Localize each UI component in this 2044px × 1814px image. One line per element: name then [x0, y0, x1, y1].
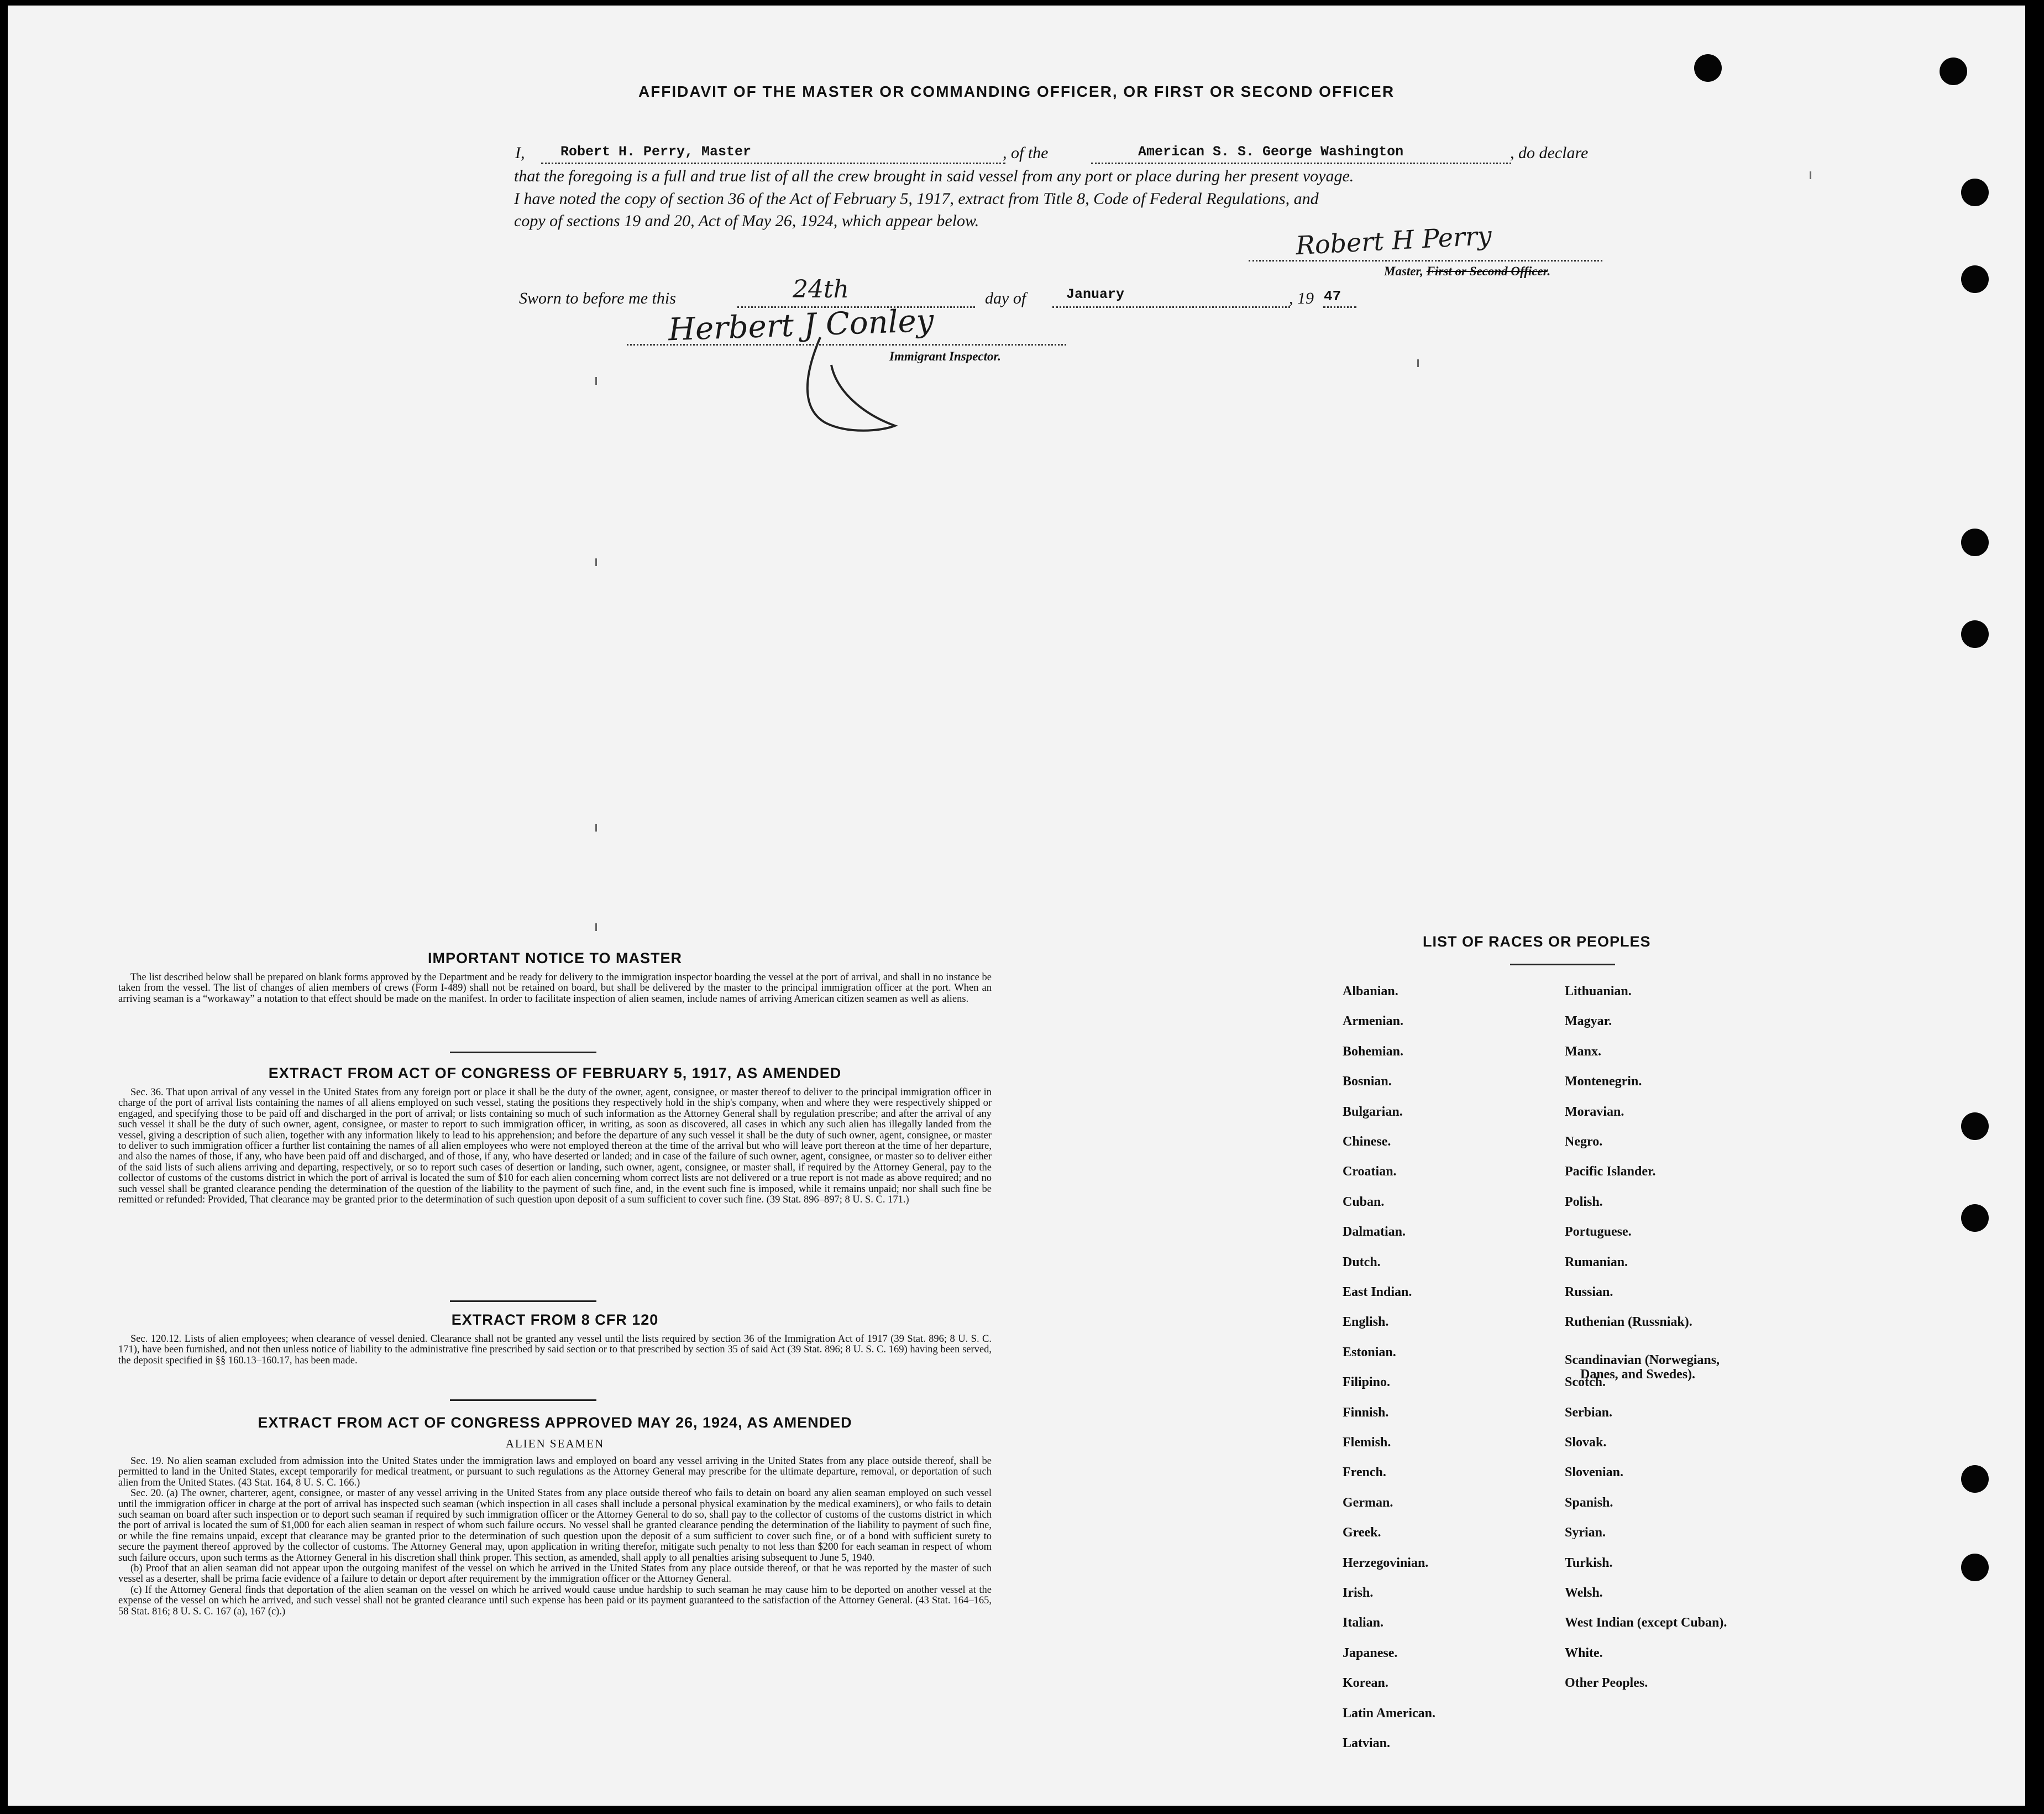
punch-mark	[595, 377, 597, 385]
binder-hole	[1694, 54, 1722, 82]
master-signature-line	[1249, 260, 1602, 262]
affidavit-line-2: that the foregoing is a full and true list of all the crew brought in said vessel from any port or place during her present voyage.	[514, 167, 1354, 185]
inspector-signature-line	[627, 344, 1066, 346]
notice-section	[118, 950, 992, 1005]
year-line	[1323, 306, 1356, 308]
race-item: Italian.	[1343, 1616, 1384, 1630]
master-name-value: Robert H. Perry, Master	[560, 144, 752, 160]
binder-hole	[1961, 1465, 1989, 1493]
binder-hole	[1961, 265, 1989, 293]
punch-mark	[595, 824, 597, 832]
sworn-month-line	[1052, 306, 1290, 308]
extract-1924-title: EXTRACT FROM ACT OF CONGRESS APPROVED MAY 26, 1924, AS AMENDED	[258, 1414, 852, 1431]
binder-hole	[1961, 1554, 1989, 1581]
extract-cfr-body: Sec. 120.12. Lists of alien employees; when clearance of vessel denied. Clearance shall not be granted any vessel until the lists required by section 36 of the Immigration Act of 1917 (39 Stat. 896; 8 U. S. C. 171), have been furnished, and not then unless notice of liability to the administrative fine prescribed by said section or to that prescribed by section 35 of said Act (39 Stat. 896; 8 U. S. C. 169) having been served, the deposit specified in §§ 160.13–160.17, has been made.	[118, 1334, 992, 1366]
race-item: Bohemian.	[1343, 1044, 1404, 1059]
race-item: Russian.	[1565, 1285, 1613, 1299]
sec-20b-body: (b) Proof that an alien seaman did not appear upon the outgoing manifest of the vessel on which he arrived in the United States from any place outside thereof, or that he was reported by the master of such vessel as a deserter, shall be prima facie evidence of a failure to detain or deport after requirement by the immigration officer or the Attorney General.	[118, 1563, 992, 1585]
race-item: English.	[1343, 1315, 1389, 1330]
race-item: Welsh.	[1565, 1586, 1603, 1600]
affidavit-line-4: copy of sections 19 and 20, Act of May 26, 1924, which appear below.	[514, 212, 979, 230]
vessel-name-value: American S. S. George Washington	[1138, 144, 1404, 160]
of-the-text: , of the	[1003, 144, 1049, 162]
race-item: Korean.	[1343, 1676, 1388, 1691]
extract-1924-subtitle: ALIEN SEAMEN	[505, 1437, 605, 1450]
divider	[450, 1300, 596, 1302]
race-item: Armenian.	[1343, 1014, 1403, 1029]
notice-body: The list described below shall be prepared on blank forms approved by the Department and be ready for delivery to the immigration inspector boarding the vessel at the port of arrival, and shall in no instance be taken from the vessel. The list of changes of alien members of crews (Form I-489) shall not be retained on board, but shall be delivered by the master to the principal immigration officer at the port. When an arriving seaman is a “workaway” a notation to that effect should be made on the manifest. In order to facilitate inspection of alien seamen, include names of arriving American citizen seamen as well as aliens.	[118, 972, 992, 1005]
race-item: Serbian.	[1565, 1405, 1613, 1420]
binder-hole	[1940, 57, 1967, 85]
race-item: Manx.	[1565, 1044, 1601, 1059]
race-item: Dalmatian.	[1343, 1225, 1406, 1240]
master-caption-struck: First or Second Officer	[1426, 264, 1548, 278]
year-prefix: , 19	[1289, 289, 1314, 307]
divider	[450, 1399, 596, 1401]
races-divider	[1510, 964, 1615, 965]
race-item: Chinese.	[1343, 1135, 1391, 1149]
binder-hole	[1961, 529, 1989, 556]
sec-19-body: Sec. 19. No alien seaman excluded from admission into the United States under the immigration laws and employed on board any vessel arriving in the United States from any place outside thereof, shall be permitted to land in the United States, except temporarily for medical treatment, or pursuant to such regulations as the Attorney General may prescribe for the ultimate departure, removal, or deportation of such alien from the United States. (43 Stat. 164, 8 U. S. C. 166.)	[118, 1456, 992, 1488]
race-item: Danes, and Swedes).	[1580, 1367, 1696, 1382]
sworn-text: Sworn to before me this	[519, 289, 676, 307]
race-item: Other Peoples.	[1565, 1676, 1648, 1691]
race-item: Scotch.	[1565, 1375, 1606, 1390]
race-item: Portuguese.	[1565, 1225, 1632, 1240]
race-item: Irish.	[1343, 1586, 1374, 1600]
race-item: German.	[1343, 1495, 1393, 1510]
binder-hole	[1961, 179, 1989, 206]
race-item: Japanese.	[1343, 1645, 1398, 1660]
extract-cfr-section	[118, 1311, 992, 1366]
race-item: Slovak.	[1565, 1435, 1607, 1450]
race-item: Bosnian.	[1343, 1074, 1392, 1089]
sworn-day-value: 24th	[793, 275, 850, 304]
race-item: Scandinavian (Norwegians,	[1565, 1352, 1720, 1367]
race-item: Bulgarian.	[1343, 1104, 1403, 1119]
extract-1917-body: Sec. 36. That upon arrival of any vessel in the United States from any foreign port or place it shall be the duty of the owner, agent, consignee, or master thereof to deliver to the principal immigration officer in charge of the port of arrival lists containing the names of all aliens employed on such vessel, stating the positions they respectively hold in the ship's company, when and where they were respectively shipped or engaged, and specifying those to be paid off and discharged in the port of arrival; or lists containing so much of such information as the Attorney General shall by regulation prescribe; and after the arrival of any such vessel it shall be the duty of such owner, agent, consignee, or master to report to such immigration officer, in writing, as soon as discovered, all cases in which any such alien has illegally landed from the vessel, giving a description of such alien, together with any information likely to lead to his apprehension; and before the departure of any such vessel it shall be the duty of such owner, agent, consignee, or master to deliver to such immigration officer a further list containing the names of all alien employees who were not employed thereon at the time of the arrival but who will leave port thereon at the time of her departure, and also the names of those, if any, who have been paid off and discharged, and of those, if any, who have deserted or landed; and in case of the failure of such owner, agent, consignee, or master so to deliver either of the said lists of such aliens arriving and departing, respectively, or so to report such cases of desertion or landing, such owner, agent, consignee, or master shall, if required by the Attorney General, pay to the collector of customs of the customs district in which the port of arrival is located the sum of $10 for each alien concerning whom correct lists are not delivered or a true report is not made as above required; and no such vessel shall be granted clearance pending the determination of the question of the liability to the payment of such fine, and, in the event such fine is imposed, while it remains unpaid; nor shall such fine be remitted or refunded: Provided, That clearance may be granted prior to the determination of such question upon deposit of a sum sufficient to cover such fine. (39 Stat. 896–897; 8 U. S. C. 171.)	[118, 1087, 992, 1206]
race-item: Syrian.	[1565, 1525, 1606, 1540]
affidavit-title: AFFIDAVIT OF THE MASTER OR COMMANDING OFFICER, OR FIRST OR SECOND OFFICER	[638, 83, 1395, 100]
binder-hole	[1961, 1204, 1989, 1232]
year-value: 47	[1324, 288, 1341, 305]
master-caption	[1384, 264, 1550, 279]
race-item: Spanish.	[1565, 1495, 1613, 1510]
race-item: Turkish.	[1565, 1555, 1613, 1570]
divider	[450, 1052, 596, 1053]
extract-1924-section	[118, 1414, 992, 1617]
race-item: White.	[1565, 1645, 1603, 1660]
master-caption-end: .	[1547, 264, 1551, 278]
race-item: Herzegovinian.	[1343, 1555, 1429, 1570]
race-item: Albanian.	[1343, 984, 1398, 999]
race-item: Greek.	[1343, 1525, 1381, 1540]
notice-title: IMPORTANT NOTICE TO MASTER	[428, 950, 682, 966]
race-item: Flemish.	[1343, 1435, 1391, 1450]
inspector-signature: Herbert J Conley	[668, 302, 935, 348]
race-item: Lithuanian.	[1565, 984, 1632, 999]
race-item: Slovenian.	[1565, 1465, 1624, 1480]
race-item: Negro.	[1565, 1135, 1603, 1149]
vessel-name-line	[1091, 163, 1511, 164]
master-name-line	[541, 163, 1005, 164]
race-item: East Indian.	[1343, 1285, 1412, 1299]
race-item: Polish.	[1565, 1194, 1603, 1209]
punch-mark	[595, 558, 597, 566]
binder-hole	[1961, 1112, 1989, 1140]
race-item: Rumanian.	[1565, 1254, 1628, 1269]
extract-cfr-title: EXTRACT FROM 8 CFR 120	[451, 1311, 659, 1328]
affidavit-i: I,	[515, 144, 525, 162]
punch-mark	[1417, 359, 1419, 367]
race-item: West Indian (except Cuban).	[1565, 1616, 1727, 1630]
sec-20a-body: Sec. 20. (a) The owner, charterer, agent, consignee, or master of any vessel arriving in the United States from any place outside thereof who fails to detain on board any alien seaman employed on such vessel until the immigration officer in charge at the port of arrival has inspected such seaman (which inspection in all cases shall include a personal physical examination by the medical examiners), or who fails to detain such seaman on board after such inspection or to deport such seaman if required by such immigration officer or the Attorney General to do so, shall pay to the collector of customs of the customs district in which the port of arrival is located the sum of $1,000 for each alien seaman in respect of whom such failure occurs. No vessel shall be granted clearance pending the determination of the liability to payment of such fine, or while the fine remains unpaid, except that clearance may be granted prior to the determination of such question upon the deposit of a sum sufficient to cover such fine, or of a bond with sufficient surety to secure the payment thereof approved by the collector of customs. The Attorney General may, upon application in writing therefor, mitigate such penalty to not less than $200 for each seaman in respect of whom such failure occurs, upon such terms as the Attorney General in his discretion shall think proper. This section, as amended, shall apply to all penalties arising subsequent to June 5, 1940.	[118, 1488, 992, 1564]
day-of-text: day of	[985, 289, 1026, 307]
race-item: Finnish.	[1343, 1405, 1389, 1420]
punch-mark	[1810, 171, 1811, 179]
extract-1917-section	[118, 1065, 992, 1205]
inspector-caption: Immigrant Inspector.	[889, 349, 1001, 363]
race-item: Pacific Islander.	[1565, 1164, 1656, 1179]
race-item: Filipino.	[1343, 1375, 1391, 1390]
race-item: Croatian.	[1343, 1164, 1397, 1179]
sec-20c-body: (c) If the Attorney General finds that deportation of the alien seaman on the vessel on which he arrived would cause undue hardship to such seaman he may cause him to be deported on another vessel at the expense of the vessel on which he arrived, and such vessel shall not be granted clearance until such expense has been paid or its payment guaranteed to the satisfaction of the Attorney General. (43 Stat. 164–165, 58 Stat. 816; 8 U. S. C. 167 (a), 167 (c).)	[118, 1584, 992, 1617]
race-item: Latvian.	[1343, 1736, 1391, 1750]
race-item: Moravian.	[1565, 1104, 1624, 1119]
inspector-signature-flourish	[798, 332, 909, 437]
affidavit-line-3: I have noted the copy of section 36 of the Act of February 5, 1917, extract from Title 8, Code of Federal Regulations, and	[514, 190, 1319, 208]
race-item: Magyar.	[1565, 1014, 1612, 1029]
document-page	[8, 6, 2025, 1806]
master-caption-text: Master,	[1384, 264, 1427, 278]
binder-hole	[1961, 620, 1989, 648]
race-item: Montenegrin.	[1565, 1074, 1642, 1089]
extract-1917-title: EXTRACT FROM ACT OF CONGRESS OF FEBRUARY 5, 1917, AS AMENDED	[268, 1065, 842, 1081]
race-item: Dutch.	[1343, 1254, 1381, 1269]
race-item: Ruthenian (Russniak).	[1565, 1315, 1692, 1330]
race-item: Cuban.	[1343, 1194, 1385, 1209]
races-title: LIST OF RACES OR PEOPLES	[1423, 933, 1651, 950]
master-signature: Robert H Perry	[1294, 220, 1493, 261]
race-item: French.	[1343, 1465, 1386, 1480]
punch-mark	[595, 923, 597, 931]
race-item: Latin American.	[1343, 1706, 1435, 1721]
do-declare-text: , do declare	[1510, 144, 1589, 162]
sworn-month-value: January	[1066, 286, 1125, 302]
race-item: Estonian.	[1343, 1345, 1396, 1360]
